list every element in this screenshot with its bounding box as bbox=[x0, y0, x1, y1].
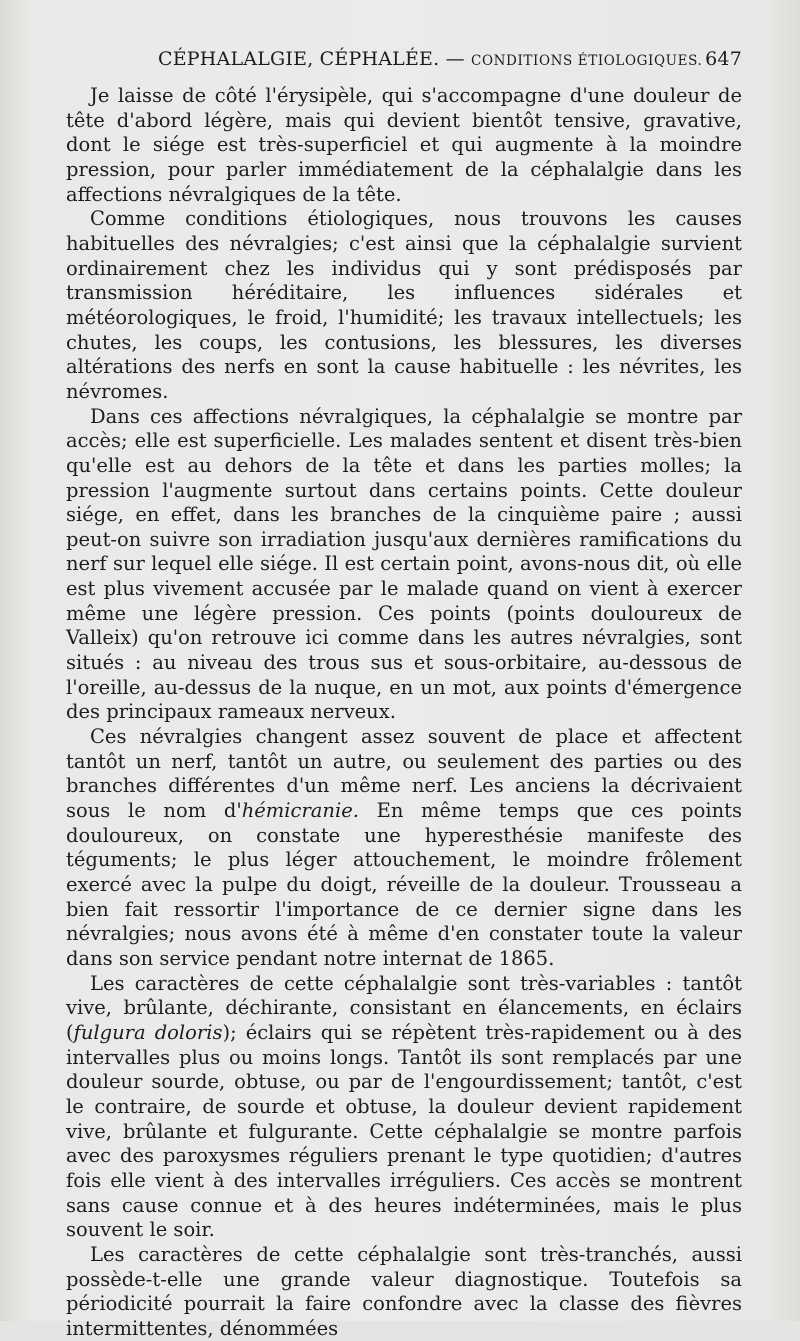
running-head-section: CONDITIONS ÉTIOLOGIQUES. bbox=[471, 53, 703, 69]
paragraph-6 bbox=[66, 1243, 742, 1341]
paragraph-4-text-cont: En même temps que ces points douloureux, on constate une hyperesthésie manifeste des téguments; le plus léger attouchement, le moindre frôlement exercé avec la pulpe du doigt, réveille de la douleur. Trousseau a bien fait ressortir l'importance de ce dernier signe dans les névralgies; nous avons été à même d'en constater toute la valeur dans son service pendant notre internat de 1865. bbox=[66, 799, 742, 970]
paragraph-2 bbox=[66, 207, 742, 404]
italic-term-fulgura-doloris: fulgura doloris bbox=[73, 1020, 223, 1044]
paragraph-3 bbox=[66, 405, 742, 726]
paragraph-1-text: Je laisse de côté l'érysipèle, qui s'accompagne d'une douleur de tête d'abord légère, mais qui devient bientôt tensive, gravative, dont le siége est très-superficiel et qui augmente à la moindre pression, pour parler immédiatement de la céphalalgie dans les affections névralgiques de la tête. bbox=[66, 84, 742, 206]
running-head-main: CÉPHALALGIE, CÉPHALÉE. — bbox=[158, 48, 465, 70]
paragraph-6-text: Les caractères de cette céphalalgie sont très-tranchés, aussi possède-t-elle une grande valeur diagnostique. Toutefois sa périodicité pourrait la faire confondre avec la classe des fièvres intermittentes, dénommées bbox=[66, 1242, 742, 1340]
paragraph-3-text: Dans ces affections névralgiques, la céphalalgie se montre par accès; elle est superficielle. Les malades sentent et disent très-bien qu'elle est au dehors de la tête et dans les parties molles; la pression l'augmente surtout dans certains points. Cette douleur siége, en effet, dans les branches de la cinquième paire ; aussi peut-on suivre son irradiation jusqu'aux dernières ramifications du nerf sur lequel elle siége. Il est certain point, avons-nous dit, où elle est plus vivement accusée par le malade quand on vient à exercer même une légère pression. Ces points (points douloureux de Valleix) qu'on retrouve ici comme dans les autres névralgies, sont situés : au niveau des trous sus et sous-orbitaire, au-dessous de l'oreille, au-dessus de la nuque, en un mot, aux points d'émergence des principaux rameaux nerveux. bbox=[66, 404, 742, 724]
paragraph-4 bbox=[66, 725, 742, 972]
paragraph-5-text: Les caractères de cette céphalalgie sont très-variables : tantôt vive, brûlante, déchirante, consistant en élancements, en éclairs ( bbox=[66, 971, 742, 1044]
paragraph-1 bbox=[66, 84, 742, 207]
paragraph-4-text: Ces névralgies changent assez souvent de place et affectent tantôt un nerf, tantôt un autre, ou seulement des parties ou des branches différentes d'un même nerf. Les anciens la décrivaient sous le nom d' bbox=[66, 725, 742, 823]
italic-term-hemicranie: hémicranie. bbox=[241, 799, 359, 823]
page-number: 647 bbox=[705, 48, 742, 70]
paragraph-2-text: Comme conditions étiologiques, nous trouvons les causes habituelles des névralgies; c'est ainsi que la céphalalgie survient ordinairement chez les individus qui y sont prédisposés par transmission héréditaire, les influences sidérales et météorologiques, le froid, l'humidité; les travaux intellectuels; les chutes, les coups, les contusions, les blessures, les diverses altérations des nerfs en sont la cause habituelle : les névrites, les névromes. bbox=[66, 207, 742, 403]
paragraph-5-text-cont: ); éclairs qui se répètent très-rapidement ou à des intervalles plus ou moins longs. Tantôt ils sont remplacés par une douleur sourde, obtuse, ou par de l'engourdissement; tantôt, c'est le contraire, de sourde et obtuse, la douleur devient rapidement vive, brûlante et fulgurante. Cette céphalalgie se montre parfois avec des paroxysmes réguliers prenant le type quotidien; d'autres fois elle vient à des intervalles irréguliers. Ces accès se montrent sans cause connue et à des heures indéterminées, mais le plus souvent le soir. bbox=[66, 1020, 743, 1242]
running-head-title bbox=[158, 48, 702, 70]
body-text bbox=[66, 84, 742, 1341]
running-head bbox=[66, 48, 742, 78]
paragraph-5 bbox=[66, 972, 742, 1243]
